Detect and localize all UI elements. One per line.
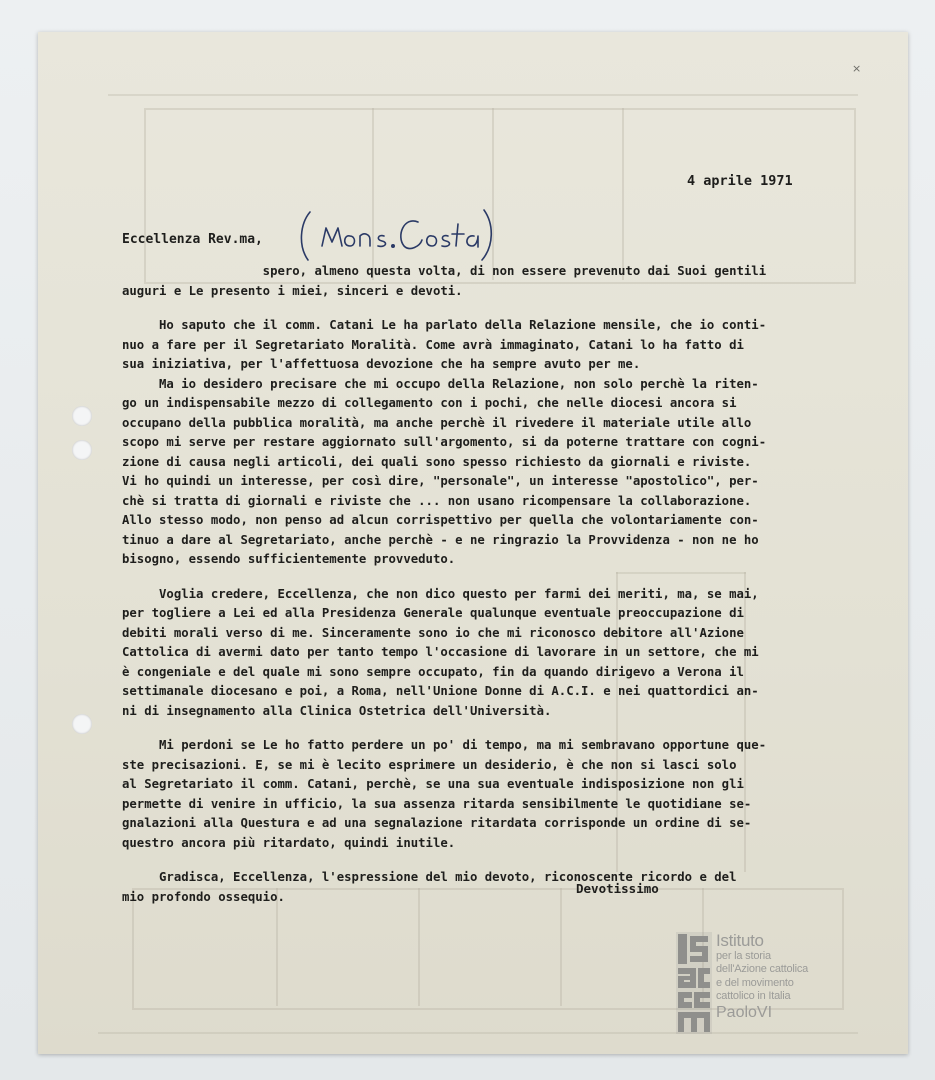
archive-name-line: dell'Azione cattolica (716, 963, 809, 976)
show-through-grid-top (144, 108, 856, 284)
archive-name-line: cattolico in Italia (716, 990, 791, 1003)
letter-line: nuo a fare per il Segretariato Moralità. Come avrà immaginato, Catani lo ha fatto di (122, 337, 744, 352)
handwritten-annotation (296, 206, 496, 264)
letter-line: Gradisca, Eccellenza, l'espressione del mio devoto, riconoscente ricordo e del (122, 870, 737, 884)
letter-line: mio profondo ossequio. (122, 889, 285, 904)
letter-line: scopo mi serve per restare aggiornato sull'argomento, si da poterne trattare con cogni- (122, 435, 767, 449)
letter-line: spero, almeno questa volta, di non essere prevenuto dai Suoi gentili (122, 264, 767, 278)
show-through-rule (108, 94, 858, 96)
paragraph-gap (122, 853, 882, 868)
letter-line: settimanale diocesano e poi, a Roma, nell'Unione Donne di A.C.I. e nei quattordici an- (122, 684, 759, 698)
letter-line: Voglia credere, Eccellenza, che non dico questo per farmi dei meriti, ma, se mai, (122, 586, 759, 601)
archive-name-line: Istituto (716, 931, 764, 950)
archive-watermark (676, 932, 836, 1036)
archive-name-line: e del movimento (716, 976, 794, 989)
show-through-divider (622, 108, 624, 280)
letter-line: Mi perdoni se Le ho fatto perdere un po' di tempo, ma mi sembravano opportune que- (122, 738, 767, 752)
letter-body (122, 262, 882, 907)
paragraph-gap (122, 570, 882, 585)
paragraph-gap (122, 301, 882, 316)
letter-line: sua iniziativa, per l'affettuosa devozione che ha sempre avuto per me. (122, 357, 641, 371)
letter-line: per togliere a Lei ed alla Presidenza Generale qualunque eventuale preoccupazione di (122, 606, 744, 620)
punch-hole (72, 406, 92, 426)
letter-line: chè si tratta di giornali e riviste che ... non usano ricompensare la collaborazione. (122, 493, 752, 508)
letter-line: zione di causa negli articoli, dei quali sono spesso richiesto da giornali e riviste. (122, 454, 752, 469)
archive-name (716, 932, 840, 1021)
letter-line: ste precisazioni. E, se mi è lecito esprimere un desiderio, è che non si lasci solo (122, 757, 737, 772)
letter-line: occupano della pubblica moralità, ma anche perchè il rivedere il materiale utile allo (122, 415, 752, 430)
letter-line: permette di venire in ufficio, la sua assenza ritarda sensibilmente le quotidiane se- (122, 796, 752, 811)
handwritten-annotation-text: (Mons. Costa) (296, 206, 302, 207)
letter-line: gnalazioni alla Questura e ad una segnalazione ritardata corrisponde un ordine di se- (122, 816, 752, 830)
letter-line: ni di insegnamento alla Clinica Ostetrica dell'Università. (122, 703, 552, 718)
letter-line: al Segretariato il comm. Catani, perchè, se una sua eventuale indisposizione non gli (122, 777, 744, 791)
punch-hole (72, 440, 92, 460)
letter-line: debiti morali verso di me. Sinceramente sono io che mi riconosco debitore all'Azione (122, 625, 744, 640)
letter-line: auguri e Le presento i miei, sinceri e devoti. (122, 283, 463, 298)
letter-line: bisogno, essendo sufficientemente provveduto. (122, 552, 456, 566)
closing: Devotissimo (576, 881, 659, 896)
archive-name-line: per la storia (716, 950, 771, 962)
letter-line: Ma io desidero precisare che mi occupo della Relazione, non solo perchè la riten- (122, 376, 759, 391)
corner-mark: × (852, 62, 862, 75)
punch-hole (72, 714, 92, 734)
letter-line: Cattolica di avermi dato per tanto tempo l'occasione di lavorare in un settore, che mi (122, 645, 759, 659)
paragraph-gap (122, 721, 882, 736)
letter-line: questro ancora più ritardato, quindi inutile. (122, 835, 456, 850)
salutation: Eccellenza Rev.ma, (122, 232, 263, 247)
letter-line: go un indispensabile mezzo di collegamento con i pochi, che nelle diocesi ancora si (122, 396, 737, 410)
archive-logo-icon (676, 932, 712, 1034)
letter-line: è congeniale e del quale mi sono sempre occupato, fin da quando dirigevo a Verona il (122, 664, 744, 679)
archive-name-line: PaoloVI (716, 1003, 773, 1021)
letter-line: tinuo a dare al Segretariato, anche perchè - e ne ringrazio la Provvidenza - non ne ho (122, 532, 759, 547)
letter-line: Ho saputo che il comm. Catani Le ha parlato della Relazione mensile, che io conti- (122, 318, 767, 332)
letter-line: Allo stesso modo, non penso ad alcun corrispettivo per quella che volontariamente con- (122, 513, 759, 527)
letter-date: 4 aprile 1971 (687, 173, 793, 189)
letter-line: Vi ho quindi un interesse, per così dire, "personale", un interesse "apostolico", per- (122, 474, 759, 488)
